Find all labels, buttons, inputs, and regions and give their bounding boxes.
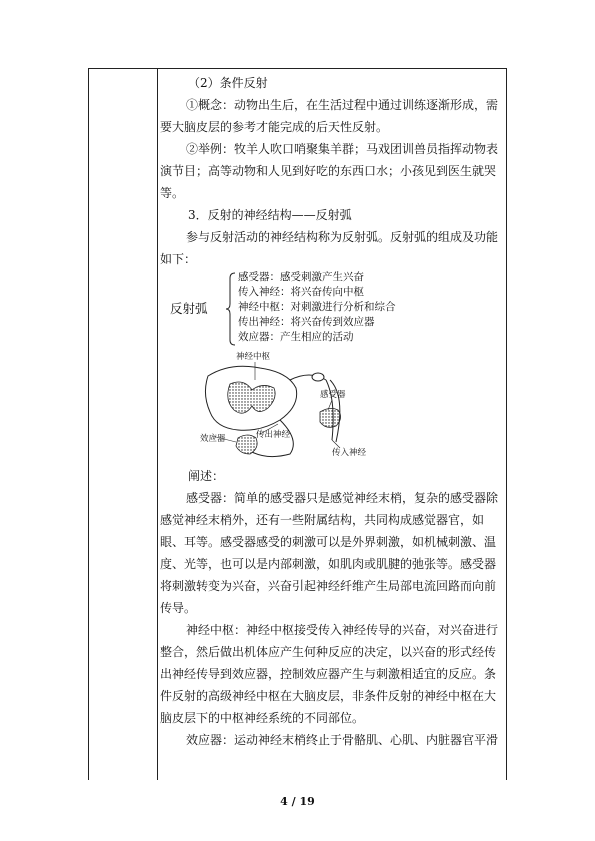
reflex-item-center: 神经中枢：对刺激进行分析和综合 (238, 301, 396, 313)
paragraph-receptor: 感受器：简单的感受器只是感觉神经末梢，复杂的感受器除感觉神经末梢外，还有一些附属结构，共同构成感觉器官，如眼、耳等。感受器感受的刺激可以是外界刺激，如机械刺激、温度、光等，也可以是内部刺激，如肌肉或肌腱的弛张等。感受器将刺激转变为兴奋，兴奋引起神经纤维产生局部电流回路而向前传导。 (160, 491, 499, 615)
label-afferent-nerve: 传入神经 (332, 448, 367, 458)
content-cell (160, 72, 504, 751)
reflex-arc-diagram (160, 350, 504, 465)
section-title: （2）条件反射 (188, 76, 268, 90)
column-divider (157, 68, 158, 780)
curly-brace-icon (226, 272, 236, 346)
label-receptor: 感受器 (320, 390, 346, 400)
paragraph-effector: 效应器：运动神经末梢终止于骨骼肌、心肌、内脏器官平滑 (186, 733, 499, 747)
paragraph-neural-center: 神经中枢：神经中枢接受传入神经传导的兴奋，对兴奋进行整合，然后做出机体应产生何种反应的决定，以兴奋的形式经传出神经传导到效应器，控制效应器产生与刺激相适宜的反应。条件反射的高级神经中枢在大脑皮层，非条件反射的神经中枢在大脑皮层下的中枢神经系统的不同部位。 (160, 623, 499, 725)
paragraph-example: ②举例：牧羊人吹口哨聚集羊群；马戏团训兽员指挥动物表演节目；高等动物和人见到好吃的东西口水；小孩见到医生就哭等。 (160, 142, 499, 200)
paragraph-intro: 参与反射活动的神经结构称为反射弧。反射弧的组成及功能如下： (160, 230, 499, 266)
paragraph-concept: ①概念：动物出生后，在生活过程中通过训练逐渐形成，需要大脑皮层的参考才能完成的后天性反射。 (160, 98, 499, 134)
reflex-item-receptor: 感受器：感受刺激产生兴奋 (238, 271, 364, 283)
page-number: 4 / 19 (280, 795, 315, 808)
description-label: 阐述： (188, 469, 225, 483)
reflex-item-afferent: 传入神经：将兴奋传向中枢 (238, 286, 364, 298)
label-efferent-nerve: 传出神经 (256, 430, 291, 440)
reflex-arc-label: 反射弧 (170, 301, 208, 316)
reflex-item-effector: 效应器：产生相应的活动 (238, 331, 354, 343)
label-neural-center: 神经中枢 (236, 352, 271, 362)
heading-reflex-arc: 3．反射的神经结构——反射弧 (188, 208, 352, 222)
reflex-item-efferent: 传出神经：将兴奋传到效应器 (238, 316, 375, 328)
reflex-arc-outline (170, 270, 504, 348)
reflex-arc-items (238, 270, 396, 345)
label-effector: 效应器 (200, 434, 226, 444)
